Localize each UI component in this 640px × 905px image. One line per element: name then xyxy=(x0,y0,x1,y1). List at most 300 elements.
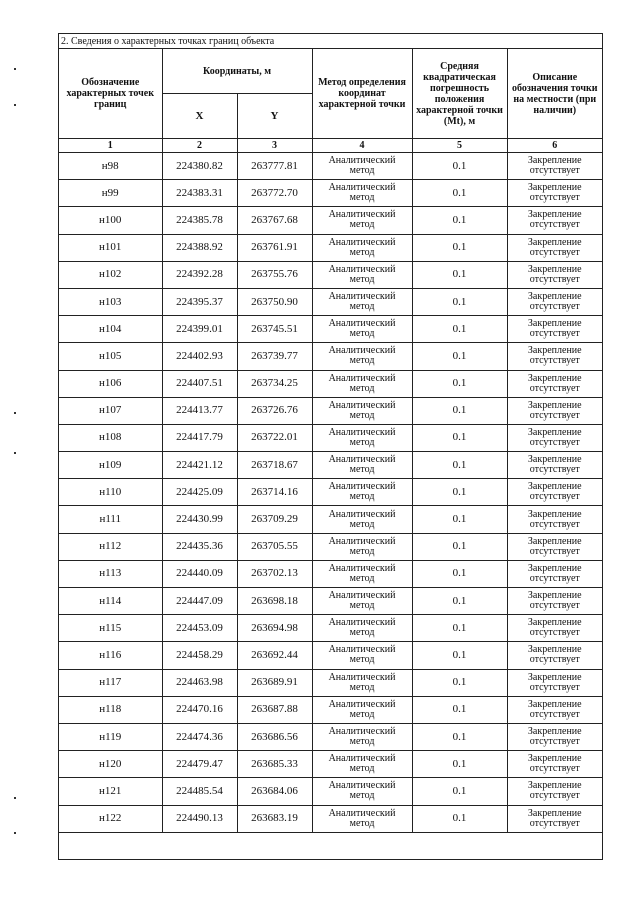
desc-line1: Закрепление xyxy=(527,426,582,438)
method-line2: метод xyxy=(349,817,375,829)
description-cell xyxy=(507,805,602,832)
method-cell xyxy=(312,778,412,805)
method-line2: метод xyxy=(349,654,375,666)
desc-line1: Закрепление xyxy=(527,753,582,765)
point-id: н99 xyxy=(59,180,162,207)
method-line1: Аналитический xyxy=(328,372,396,384)
method-line2: метод xyxy=(349,165,375,177)
table-row-empty xyxy=(59,832,602,853)
desc-line1: Закрепление xyxy=(527,590,582,602)
method-line2: метод xyxy=(349,436,375,448)
method-line2: метод xyxy=(349,219,375,231)
table-row xyxy=(59,397,602,424)
coord-y: 263722.01 xyxy=(237,424,312,451)
description-cell xyxy=(507,642,602,669)
description-cell xyxy=(507,533,602,560)
coord-x: 224383.31 xyxy=(162,180,237,207)
method-line1: Аналитический xyxy=(328,155,396,167)
table-row xyxy=(59,669,602,696)
point-id: н106 xyxy=(59,370,162,397)
point-id: н107 xyxy=(59,397,162,424)
description-cell xyxy=(507,452,602,479)
description-cell xyxy=(507,669,602,696)
coord-y: 263702.13 xyxy=(237,560,312,587)
table-row xyxy=(59,805,602,832)
point-id: н113 xyxy=(59,560,162,587)
error-value: 0.1 xyxy=(412,588,507,615)
point-id: н116 xyxy=(59,642,162,669)
coord-x: 224430.99 xyxy=(162,506,237,533)
desc-line1: Закрепление xyxy=(527,780,582,792)
table-row xyxy=(59,207,602,234)
error-value: 0.1 xyxy=(412,751,507,778)
table-row xyxy=(59,424,602,451)
description-cell xyxy=(507,343,602,370)
description-cell xyxy=(507,506,602,533)
desc-line2: отсутствует xyxy=(529,627,580,639)
error-value: 0.1 xyxy=(412,560,507,587)
method-line2: метод xyxy=(349,763,375,775)
description-cell xyxy=(507,180,602,207)
coord-x: 224417.79 xyxy=(162,424,237,451)
method-cell xyxy=(312,588,412,615)
desc-line2: отсутствует xyxy=(529,355,580,367)
table-row xyxy=(59,588,602,615)
coord-y: 263718.67 xyxy=(237,452,312,479)
error-value: 0.1 xyxy=(412,723,507,750)
scan-speck xyxy=(14,68,16,70)
method-line2: метод xyxy=(349,545,375,557)
table-row xyxy=(59,261,602,288)
desc-line2: отсутствует xyxy=(529,165,580,177)
description-cell xyxy=(507,723,602,750)
desc-line2: отсутствует xyxy=(529,464,580,476)
description-cell xyxy=(507,778,602,805)
description-cell xyxy=(507,207,602,234)
point-id: н100 xyxy=(59,207,162,234)
desc-line1: Закрепление xyxy=(527,698,582,710)
coord-x: 224407.51 xyxy=(162,370,237,397)
coord-y: 263734.25 xyxy=(237,370,312,397)
coord-y: 263687.88 xyxy=(237,696,312,723)
method-cell xyxy=(312,370,412,397)
coord-x: 224485.54 xyxy=(162,778,237,805)
desc-line1: Закрепление xyxy=(527,263,582,275)
column-number: 1 xyxy=(59,139,162,153)
coord-x: 224425.09 xyxy=(162,479,237,506)
table-row xyxy=(59,452,602,479)
desc-line2: отсутствует xyxy=(529,301,580,313)
point-id: н117 xyxy=(59,669,162,696)
desc-line1: Закрепление xyxy=(527,209,582,221)
description-cell xyxy=(507,261,602,288)
desc-line2: отсутствует xyxy=(529,436,580,448)
error-value: 0.1 xyxy=(412,288,507,315)
error-value: 0.1 xyxy=(412,397,507,424)
coord-y: 263772.70 xyxy=(237,180,312,207)
desc-line2: отсутствует xyxy=(529,328,580,340)
point-id: н104 xyxy=(59,316,162,343)
method-line1: Аналитический xyxy=(328,318,396,330)
table-row xyxy=(59,506,602,533)
method-cell xyxy=(312,533,412,560)
method-cell xyxy=(312,560,412,587)
table-row xyxy=(59,153,602,180)
method-line1: Аналитический xyxy=(328,535,396,547)
column-number: 5 xyxy=(412,139,507,153)
point-id: н105 xyxy=(59,343,162,370)
desc-line2: отсутствует xyxy=(529,600,580,612)
coord-x: 224458.29 xyxy=(162,642,237,669)
coord-y: 263750.90 xyxy=(237,288,312,315)
method-line1: Аналитический xyxy=(328,807,396,819)
point-id: н111 xyxy=(59,506,162,533)
method-cell xyxy=(312,805,412,832)
point-id: н120 xyxy=(59,751,162,778)
coord-y: 263694.98 xyxy=(237,615,312,642)
method-line1: Аналитический xyxy=(328,753,396,765)
desc-line1: Закрепление xyxy=(527,291,582,303)
coord-x: 224453.09 xyxy=(162,615,237,642)
coord-y: 263739.77 xyxy=(237,343,312,370)
section-title: 2. Сведения о характерных точках границ объекта xyxy=(59,34,602,49)
method-cell xyxy=(312,234,412,261)
point-id: н108 xyxy=(59,424,162,451)
table-row xyxy=(59,642,602,669)
description-cell xyxy=(507,153,602,180)
coord-y: 263755.76 xyxy=(237,261,312,288)
method-line1: Аналитический xyxy=(328,236,396,248)
desc-line2: отсутствует xyxy=(529,518,580,530)
desc-line1: Закрепление xyxy=(527,454,582,466)
header-point: Обозначение характерных точек границ xyxy=(59,49,162,139)
error-value: 0.1 xyxy=(412,805,507,832)
desc-line1: Закрепление xyxy=(527,535,582,547)
desc-line2: отсутствует xyxy=(529,763,580,775)
error-value: 0.1 xyxy=(412,424,507,451)
error-value: 0.1 xyxy=(412,533,507,560)
header-coordinates: Координаты, м xyxy=(162,49,312,94)
method-cell xyxy=(312,180,412,207)
desc-line2: отсутствует xyxy=(529,491,580,503)
table-row xyxy=(59,615,602,642)
description-cell xyxy=(507,370,602,397)
point-id: н118 xyxy=(59,696,162,723)
desc-line1: Закрепление xyxy=(527,399,582,411)
boundary-points-table xyxy=(59,49,602,853)
table-row xyxy=(59,696,602,723)
error-value: 0.1 xyxy=(412,669,507,696)
coord-x: 224388.92 xyxy=(162,234,237,261)
method-line1: Аналитический xyxy=(328,698,396,710)
desc-line1: Закрепление xyxy=(527,345,582,357)
description-cell xyxy=(507,588,602,615)
method-cell xyxy=(312,261,412,288)
scan-speck xyxy=(14,832,16,834)
description-cell xyxy=(507,288,602,315)
coord-y: 263714.16 xyxy=(237,479,312,506)
header-y: Y xyxy=(237,94,312,139)
error-value: 0.1 xyxy=(412,343,507,370)
method-line2: метод xyxy=(349,572,375,584)
error-value: 0.1 xyxy=(412,452,507,479)
table-row xyxy=(59,316,602,343)
method-cell xyxy=(312,479,412,506)
error-value: 0.1 xyxy=(412,316,507,343)
column-number: 3 xyxy=(237,139,312,153)
error-value: 0.1 xyxy=(412,696,507,723)
error-value: 0.1 xyxy=(412,778,507,805)
coord-y: 263709.29 xyxy=(237,506,312,533)
coord-x: 224440.09 xyxy=(162,560,237,587)
desc-line2: отсутствует xyxy=(529,219,580,231)
point-id: н103 xyxy=(59,288,162,315)
coord-x: 224385.78 xyxy=(162,207,237,234)
desc-line1: Закрепление xyxy=(527,508,582,520)
coord-y: 263761.91 xyxy=(237,234,312,261)
method-line1: Аналитический xyxy=(328,644,396,656)
coord-x: 224474.36 xyxy=(162,723,237,750)
coord-y: 263689.91 xyxy=(237,669,312,696)
method-line2: метод xyxy=(349,273,375,285)
coord-x: 224380.82 xyxy=(162,153,237,180)
coord-x: 224402.93 xyxy=(162,343,237,370)
header-error: Средняя квадратическая погрешность положения характерной точки (Mt), м xyxy=(412,49,507,139)
header-method: Метод определения координат характерной точки xyxy=(312,49,412,139)
desc-line2: отсутствует xyxy=(529,246,580,258)
boundary-points-sheet xyxy=(58,33,603,860)
point-id: н112 xyxy=(59,533,162,560)
desc-line1: Закрепление xyxy=(527,372,582,384)
point-id: н110 xyxy=(59,479,162,506)
desc-line2: отсутствует xyxy=(529,545,580,557)
desc-line2: отсутствует xyxy=(529,708,580,720)
method-line1: Аналитический xyxy=(328,726,396,738)
coord-y: 263698.18 xyxy=(237,588,312,615)
method-line2: метод xyxy=(349,627,375,639)
desc-line1: Закрепление xyxy=(527,671,582,683)
point-id: н119 xyxy=(59,723,162,750)
error-value: 0.1 xyxy=(412,261,507,288)
method-line2: метод xyxy=(349,328,375,340)
table-row xyxy=(59,343,602,370)
error-value: 0.1 xyxy=(412,506,507,533)
table-row xyxy=(59,370,602,397)
method-line1: Аналитический xyxy=(328,291,396,303)
method-cell xyxy=(312,506,412,533)
table-row xyxy=(59,234,602,261)
method-line1: Аналитический xyxy=(328,209,396,221)
error-value: 0.1 xyxy=(412,153,507,180)
coord-x: 224463.98 xyxy=(162,669,237,696)
desc-line1: Закрепление xyxy=(527,182,582,194)
method-line2: метод xyxy=(349,600,375,612)
coord-y: 263705.55 xyxy=(237,533,312,560)
method-line1: Аналитический xyxy=(328,617,396,629)
header-x: X xyxy=(162,94,237,139)
method-line2: метод xyxy=(349,736,375,748)
desc-line1: Закрепление xyxy=(527,562,582,574)
coord-x: 224413.77 xyxy=(162,397,237,424)
error-value: 0.1 xyxy=(412,370,507,397)
coord-y: 263692.44 xyxy=(237,642,312,669)
coord-x: 224399.01 xyxy=(162,316,237,343)
table-body xyxy=(59,153,602,853)
desc-line1: Закрепление xyxy=(527,481,582,493)
description-cell xyxy=(507,696,602,723)
point-id: н115 xyxy=(59,615,162,642)
method-cell xyxy=(312,397,412,424)
desc-line1: Закрепление xyxy=(527,155,582,167)
method-line2: метод xyxy=(349,192,375,204)
error-value: 0.1 xyxy=(412,234,507,261)
point-id: н98 xyxy=(59,153,162,180)
method-line2: метод xyxy=(349,491,375,503)
coord-y: 263684.06 xyxy=(237,778,312,805)
column-number: 2 xyxy=(162,139,237,153)
table-row xyxy=(59,479,602,506)
coord-x: 224395.37 xyxy=(162,288,237,315)
coord-y: 263726.76 xyxy=(237,397,312,424)
description-cell xyxy=(507,615,602,642)
desc-line1: Закрепление xyxy=(527,236,582,248)
error-value: 0.1 xyxy=(412,479,507,506)
scan-speck xyxy=(14,412,16,414)
method-cell xyxy=(312,615,412,642)
description-cell xyxy=(507,751,602,778)
desc-line1: Закрепление xyxy=(527,318,582,330)
method-cell xyxy=(312,424,412,451)
description-cell xyxy=(507,316,602,343)
method-line2: метод xyxy=(349,464,375,476)
desc-line2: отсутствует xyxy=(529,654,580,666)
table-row xyxy=(59,723,602,750)
method-line1: Аналитический xyxy=(328,481,396,493)
method-cell xyxy=(312,207,412,234)
method-line2: метод xyxy=(349,301,375,313)
method-line1: Аналитический xyxy=(328,590,396,602)
description-cell xyxy=(507,397,602,424)
method-cell xyxy=(312,696,412,723)
method-line1: Аналитический xyxy=(328,780,396,792)
coord-x: 224421.12 xyxy=(162,452,237,479)
table-row xyxy=(59,778,602,805)
method-cell xyxy=(312,751,412,778)
coord-x: 224479.47 xyxy=(162,751,237,778)
desc-line1: Закрепление xyxy=(527,807,582,819)
coord-x: 224490.13 xyxy=(162,805,237,832)
method-line1: Аналитический xyxy=(328,182,396,194)
method-cell xyxy=(312,452,412,479)
point-id: н109 xyxy=(59,452,162,479)
header-description: Описание обозначения точки на местности (при наличии) xyxy=(507,49,602,139)
desc-line2: отсутствует xyxy=(529,572,580,584)
coord-y: 263685.33 xyxy=(237,751,312,778)
point-id: н101 xyxy=(59,234,162,261)
method-line2: метод xyxy=(349,355,375,367)
method-line1: Аналитический xyxy=(328,345,396,357)
method-line2: метод xyxy=(349,518,375,530)
desc-line2: отсутствует xyxy=(529,273,580,285)
method-cell xyxy=(312,316,412,343)
scan-speck xyxy=(14,797,16,799)
desc-line1: Закрепление xyxy=(527,726,582,738)
error-value: 0.1 xyxy=(412,642,507,669)
description-cell xyxy=(507,234,602,261)
column-number: 4 xyxy=(312,139,412,153)
coord-y: 263777.81 xyxy=(237,153,312,180)
desc-line2: отсутствует xyxy=(529,409,580,421)
table-row xyxy=(59,533,602,560)
method-line2: метод xyxy=(349,790,375,802)
method-cell xyxy=(312,642,412,669)
method-line1: Аналитический xyxy=(328,426,396,438)
desc-line2: отсутствует xyxy=(529,192,580,204)
method-line1: Аналитический xyxy=(328,399,396,411)
coord-x: 224470.16 xyxy=(162,696,237,723)
method-line2: метод xyxy=(349,382,375,394)
coord-y: 263683.19 xyxy=(237,805,312,832)
scan-speck xyxy=(14,452,16,454)
point-id: н102 xyxy=(59,261,162,288)
empty-cell xyxy=(59,832,602,853)
method-line1: Аналитический xyxy=(328,508,396,520)
error-value: 0.1 xyxy=(412,207,507,234)
method-line1: Аналитический xyxy=(328,263,396,275)
column-number: 6 xyxy=(507,139,602,153)
desc-line2: отсутствует xyxy=(529,817,580,829)
coord-x: 224435.36 xyxy=(162,533,237,560)
table-row xyxy=(59,560,602,587)
method-cell xyxy=(312,343,412,370)
method-cell xyxy=(312,288,412,315)
desc-line2: отсутствует xyxy=(529,681,580,693)
method-line2: метод xyxy=(349,681,375,693)
desc-line2: отсутствует xyxy=(529,736,580,748)
coord-y: 263745.51 xyxy=(237,316,312,343)
coord-x: 224447.09 xyxy=(162,588,237,615)
table-row xyxy=(59,288,602,315)
point-id: н121 xyxy=(59,778,162,805)
table-row xyxy=(59,180,602,207)
description-cell xyxy=(507,424,602,451)
point-id: н114 xyxy=(59,588,162,615)
method-line1: Аналитический xyxy=(328,671,396,683)
method-line1: Аналитический xyxy=(328,454,396,466)
point-id: н122 xyxy=(59,805,162,832)
method-line1: Аналитический xyxy=(328,562,396,574)
method-line2: метод xyxy=(349,246,375,258)
desc-line1: Закрепление xyxy=(527,644,582,656)
description-cell xyxy=(507,479,602,506)
method-line2: метод xyxy=(349,409,375,421)
method-cell xyxy=(312,723,412,750)
desc-line2: отсутствует xyxy=(529,382,580,394)
coord-y: 263767.68 xyxy=(237,207,312,234)
desc-line1: Закрепление xyxy=(527,617,582,629)
description-cell xyxy=(507,560,602,587)
method-cell xyxy=(312,153,412,180)
coord-y: 263686.56 xyxy=(237,723,312,750)
scan-speck xyxy=(14,104,16,106)
coord-x: 224392.28 xyxy=(162,261,237,288)
error-value: 0.1 xyxy=(412,615,507,642)
error-value: 0.1 xyxy=(412,180,507,207)
desc-line2: отсутствует xyxy=(529,790,580,802)
table-row xyxy=(59,751,602,778)
method-line2: метод xyxy=(349,708,375,720)
method-cell xyxy=(312,669,412,696)
